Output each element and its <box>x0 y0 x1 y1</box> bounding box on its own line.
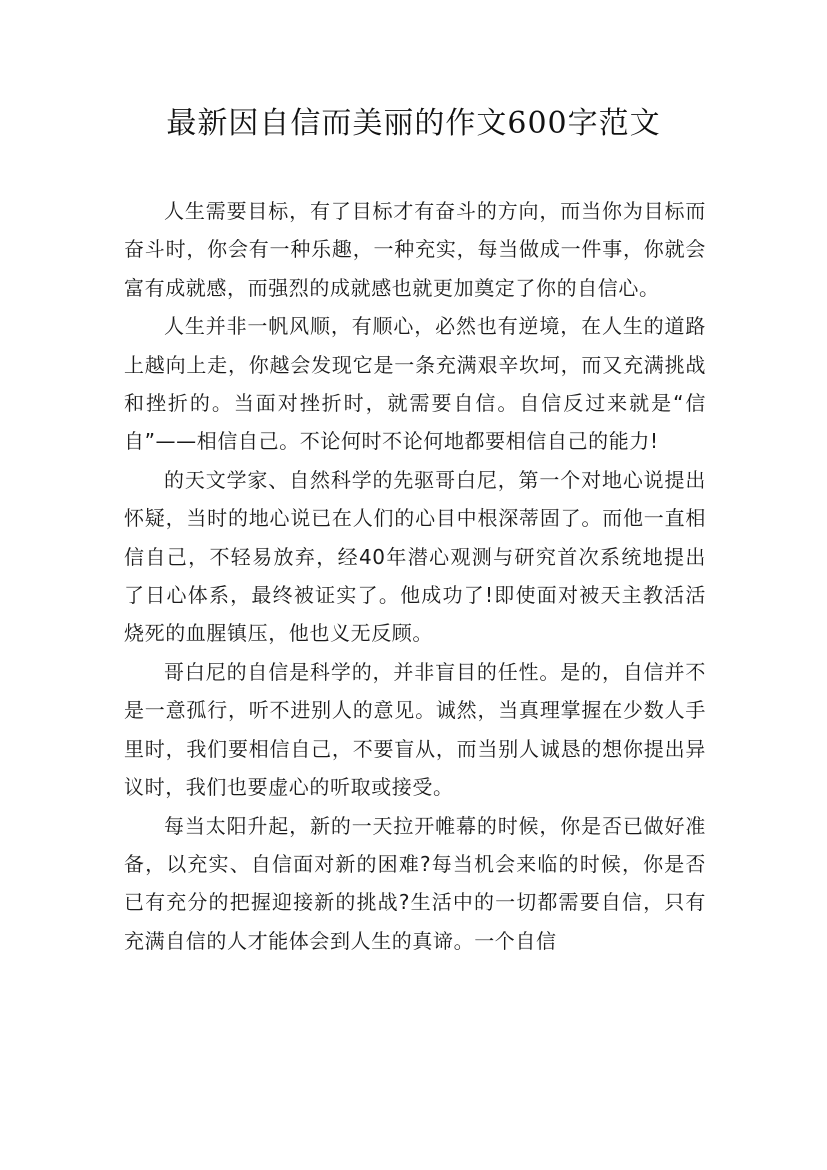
paragraph-5: 每当太阳升起，新的一天拉开帷幕的时候，你是否已做好准备，以充实、自信面对新的困难?每当机会来临的时候，你是否已有充分的把握迎接新的挑战?生活中的一切都需要自信，只有充满自信的人才能体会到人生的真谛。一个自信 <box>124 813 706 953</box>
document-body <box>124 192 706 960</box>
paragraph-4: 哥白尼的自信是科学的，并非盲目的任性。是的，自信并不是一意孤行，听不进别人的意见。诚然，当真理掌握在少数人手里时，我们要相信自己，不要盲从，而当别人诚恳的想你提出异议时，我们也要虚心的听取或接受。 <box>124 659 706 800</box>
paragraph-1: 人生需要目标，有了目标才有奋斗的方向，而当你为目标而奋斗时，你会有一种乐趣，一种充实，每当做成一件事，你就会富有成就感，而强烈的成就感也就更加奠定了你的自信心。 <box>124 199 706 300</box>
document-title: 最新因自信而美丽的作文600字范文 <box>166 106 661 141</box>
paragraph-3: 的天文学家、自然科学的先驱哥白尼，第一个对地心说提出怀疑，当时的地心说已在人们的心目中根深蒂固了。而他一直相信自己，不轻易放弃，经40年潜心观测与研究首次系统地提出了日心体系，最终被证实了。他成功了!即使面对被天主教活活烧死的血腥镇压，他也义无反顾。 <box>124 467 706 646</box>
paragraph-2: 人生并非一帆风顺，有顺心，必然也有逆境，在人生的道路上越向上走，你越会发现它是一条充满艰辛坎坷，而又充满挑战和挫折的。当面对挫折时，就需要自信。自信反过来就是“信自”——相信自己。不论何时不论何地都要相信自己的能力! <box>124 314 706 454</box>
